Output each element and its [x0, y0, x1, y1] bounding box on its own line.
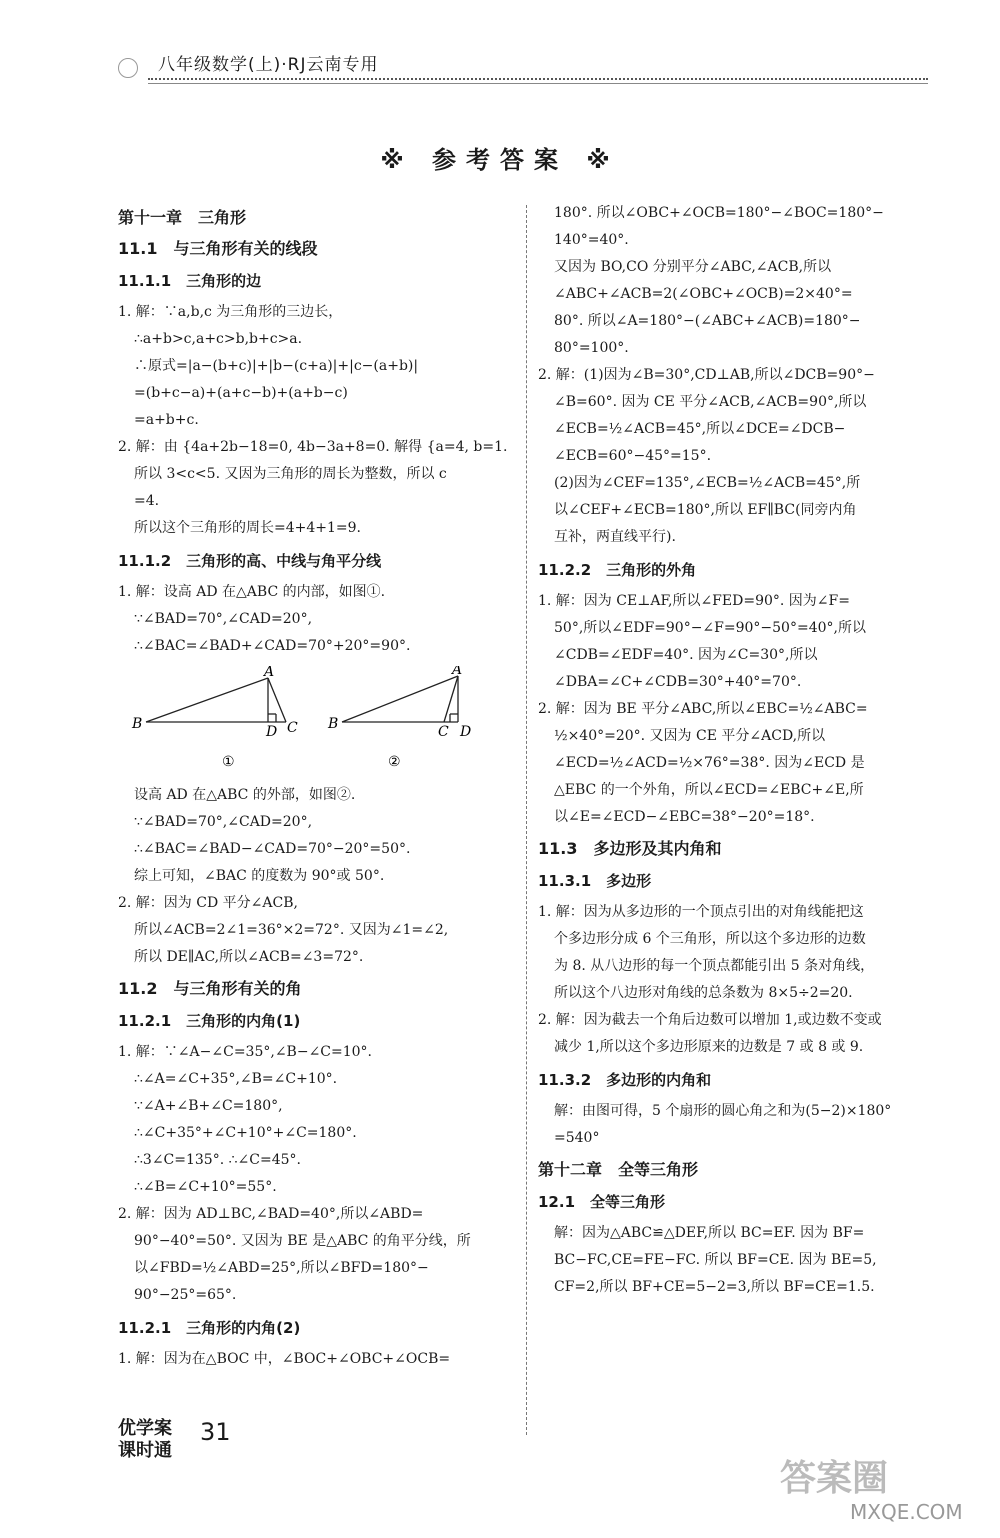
- section-heading: 11.1 与三角形有关的线段: [118, 239, 318, 258]
- fig2-label-a: A: [452, 666, 463, 678]
- page-number: 31: [200, 1418, 231, 1446]
- section-heading: 11.2 与三角形有关的角: [118, 979, 302, 998]
- text-line: △EBC 的一个外角，所以∠ECD=∠EBC+∠E,所: [554, 782, 864, 798]
- text-line: ∵∠BAD=70°,∠CAD=20°,: [134, 814, 313, 830]
- fig2-caption: ②: [388, 754, 401, 770]
- fig2-side-ac: [444, 676, 458, 722]
- fig1-caption: ①: [222, 754, 235, 770]
- page-title: ※ 参考答案 ※: [380, 146, 620, 174]
- text-line: 80°. 所以∠A=180°−(∠ABC+∠ACB)=180°−: [554, 313, 861, 329]
- text-line: 140°=40°.: [554, 232, 629, 248]
- text-line: ∴原式=|a−(b+c)|+|b−(c+a)|+|c−(a+b)|: [134, 358, 419, 374]
- text-line: ∠ECB=½∠ACB=45°,所以∠DCE=∠DCB−: [554, 421, 846, 437]
- text-line: 所以 DE∥AC,所以∠ACB=∠3=72°.: [134, 949, 364, 965]
- fig2-side-ba: [342, 676, 458, 722]
- section-heading: 第十一章 三角形: [118, 208, 247, 227]
- footer-logo: 优学案 课时通: [118, 1418, 172, 1461]
- text-line: 1. 解：∵∠A−∠C=35°,∠B−∠C=10°.: [118, 1044, 373, 1060]
- text-line: ∴a+b>c,a+c>b,b+c>a.: [134, 331, 303, 347]
- text-line: ∠DBA=∠C+∠CDB=30°+40°=70°.: [554, 674, 802, 690]
- text-line: (2)因为∠CEF=135°,∠ECB=½∠ACB=45°,所: [554, 475, 861, 491]
- text-line: 所以这个八边形对角线的总条数为 8×5÷2=20.: [554, 985, 853, 1001]
- section-heading: 11.1.1 三角形的边: [118, 272, 262, 290]
- fig1-label-c: C: [287, 720, 298, 736]
- text-line: BC−FC,CE=FE−FC. 所以 BF=CE. 因为 BE=5,: [554, 1252, 877, 1268]
- watermark: 答案圈: [780, 1458, 889, 1499]
- text-line: 2. 解：因为 BE 平分∠ABC,所以∠EBC=½∠ABC=: [538, 701, 868, 717]
- fig1-label-a: A: [264, 666, 275, 680]
- text-line: 2. 解：因为 AD⊥BC,∠BAD=40°,所以∠ABD=: [118, 1206, 424, 1222]
- text-line: 以∠E=∠ECD−∠EBC=38°−20°=18°.: [554, 809, 815, 825]
- section-heading: 11.3.1 多边形: [538, 872, 652, 890]
- left-column: [118, 200, 520, 1373]
- fig1-label-d: D: [266, 724, 278, 740]
- text-line: 1. 解：设高 AD 在△ABC 的内部，如图①.: [118, 584, 386, 600]
- text-line: 1. 解：∵a,b,c 为三角形的三边长，: [118, 304, 343, 320]
- section-heading: 11.2.1 三角形的内角(1): [118, 1012, 301, 1030]
- fig1-side-ac: [268, 678, 286, 722]
- text-line: ∴∠B=∠C+10°=55°.: [134, 1179, 277, 1195]
- text-line: 2. 解：因为 CD 平分∠ACB,: [118, 895, 298, 911]
- figure-block: [118, 666, 520, 776]
- fig1-label-b: B: [132, 716, 143, 732]
- section-heading: 11.2.1 三角形的内角(2): [118, 1319, 301, 1337]
- text-line: ∴3∠C=135°. ∴∠C=45°.: [134, 1152, 301, 1168]
- header-rule: [148, 78, 928, 84]
- text-line: 个多边形分成 6 个三角形，所以这个多边形的边数: [554, 931, 866, 947]
- section-heading: 11.3.2 多边形的内角和: [538, 1071, 712, 1089]
- text-line: 所以 3<c<5. 又因为三角形的周长为整数，所以 c: [134, 466, 447, 482]
- text-line: =(b+c−a)+(a+c−b)+(a+b−c): [134, 385, 348, 401]
- text-line: ∠B=60°. 因为 CE 平分∠ACB,∠ACB=90°,所以: [554, 394, 867, 410]
- text-line: =4.: [134, 493, 160, 509]
- text-line: ∠ABC+∠ACB=2(∠OBC+∠OCB)=2×40°=: [554, 286, 853, 302]
- section-heading: 第十二章 全等三角形: [538, 1160, 699, 1179]
- triangle-figures: [118, 666, 518, 776]
- text-line: CF=2,所以 BF+CE=5−2=3,所以 BF=CE=1.5.: [554, 1279, 875, 1295]
- text-line: ∴∠BAC=∠BAD+∠CAD=70°+20°=90°.: [134, 638, 411, 654]
- text-line: 50°,所以∠EDF=90°−∠F=90°−50°=40°,所以: [554, 620, 866, 636]
- text-line: 减少 1,所以这个多边形原来的边数是 7 或 8 或 9.: [554, 1039, 864, 1055]
- text-line: ∠ECD=½∠ACD=½×76°=38°. 因为∠ECD 是: [554, 755, 865, 771]
- text-line: ∴∠BAC=∠BAD−∠CAD=70°−20°=50°.: [134, 841, 411, 857]
- text-line: 90°−40°=50°. 又因为 BE 是△ABC 的角平分线，所: [134, 1233, 471, 1249]
- section-heading: 11.3 多边形及其内角和: [538, 839, 722, 858]
- fig2-label-b: B: [328, 716, 339, 732]
- text-line: 互补，两直线平行).: [554, 529, 676, 545]
- text-line: ∠ECB=60°−45°=15°.: [554, 448, 712, 464]
- text-line: 180°. 所以∠OBC+∠OCB=180°−∠BOC=180°−: [554, 205, 884, 221]
- text-line: 1. 解：因为在△BOC 中，∠BOC+∠OBC+∠OCB=: [118, 1351, 451, 1367]
- text-line: 又因为 BO,CO 分别平分∠ABC,∠ACB,所以: [554, 259, 832, 275]
- text-line: ∴∠A=∠C+35°,∠B=∠C+10°.: [134, 1071, 338, 1087]
- fig1-side-ba: [146, 678, 268, 722]
- section-heading: 11.1.2 三角形的高、中线与角平分线: [118, 552, 382, 570]
- text-line: 解：因为△ABC≌△DEF,所以 BC=EF. 因为 BF=: [554, 1225, 865, 1241]
- text-line: 为 8. 从八边形的每一个顶点都能引出 5 条对角线，: [554, 958, 875, 974]
- text-line: 2. 解：由 {4a+2b−18=0, 4b−3a+8=0. 解得 {a=4, b=1.: [118, 439, 508, 455]
- fig2-label-c: C: [438, 724, 449, 740]
- column-divider: [526, 205, 527, 1435]
- text-line: 以∠FBD=½∠ABD=25°,所以∠BFD=180°−: [134, 1260, 429, 1276]
- text-line: 1. 解：因为 CE⊥AF,所以∠FED=90°. 因为∠F=: [538, 593, 850, 609]
- text-line: 所以∠ACB=2∠1=36°×2=72°. 又因为∠1=∠2,: [134, 922, 449, 938]
- text-line: 综上可知，∠BAC 的度数为 90°或 50°.: [134, 868, 385, 884]
- section-heading: 11.2.2 三角形的外角: [538, 561, 697, 579]
- text-line: 2. 解：因为截去一个角后边数可以增加 1,或边数不变或: [538, 1012, 882, 1028]
- text-line: 所以这个三角形的周长=4+4+1=9.: [134, 520, 362, 536]
- logo-circle: [118, 58, 138, 78]
- text-line: ∵∠A+∠B+∠C=180°,: [134, 1098, 283, 1114]
- right-column: [538, 200, 940, 1301]
- text-line: 设高 AD 在△ABC 的外部，如图②.: [134, 787, 356, 803]
- fig2-label-d: D: [460, 724, 472, 740]
- header-title: 八年级数学(上)·RJ云南专用: [158, 55, 379, 75]
- text-line: ½×40°=20°. 又因为 CE 平分∠ACD,所以: [554, 728, 826, 744]
- text-line: 以∠CEF+∠ECB=180°,所以 EF∥BC(同旁内角: [554, 502, 857, 518]
- text-line: 解：由图可得，5 个扇形的圆心角之和为(5−2)×180°: [554, 1103, 892, 1119]
- text-line: 2. 解：(1)因为∠B=30°,CD⊥AB,所以∠DCB=90°−: [538, 367, 875, 383]
- text-line: ∴∠C+35°+∠C+10°+∠C=180°.: [134, 1125, 357, 1141]
- text-line: =540°: [554, 1130, 600, 1146]
- text-line: ∵∠BAD=70°,∠CAD=20°,: [134, 611, 313, 627]
- section-heading: 12.1 全等三角形: [538, 1193, 666, 1211]
- text-line: 90°−25°=65°.: [134, 1287, 237, 1303]
- text-line: =a+b+c.: [134, 412, 199, 428]
- text-line: 80°=100°.: [554, 340, 629, 356]
- text-line: 1. 解：因为从多边形的一个顶点引出的对角线能把这: [538, 904, 864, 920]
- watermark-sub: MXQE.COM: [850, 1500, 963, 1524]
- text-line: ∠CDB=∠EDF=40°. 因为∠C=30°,所以: [554, 647, 818, 663]
